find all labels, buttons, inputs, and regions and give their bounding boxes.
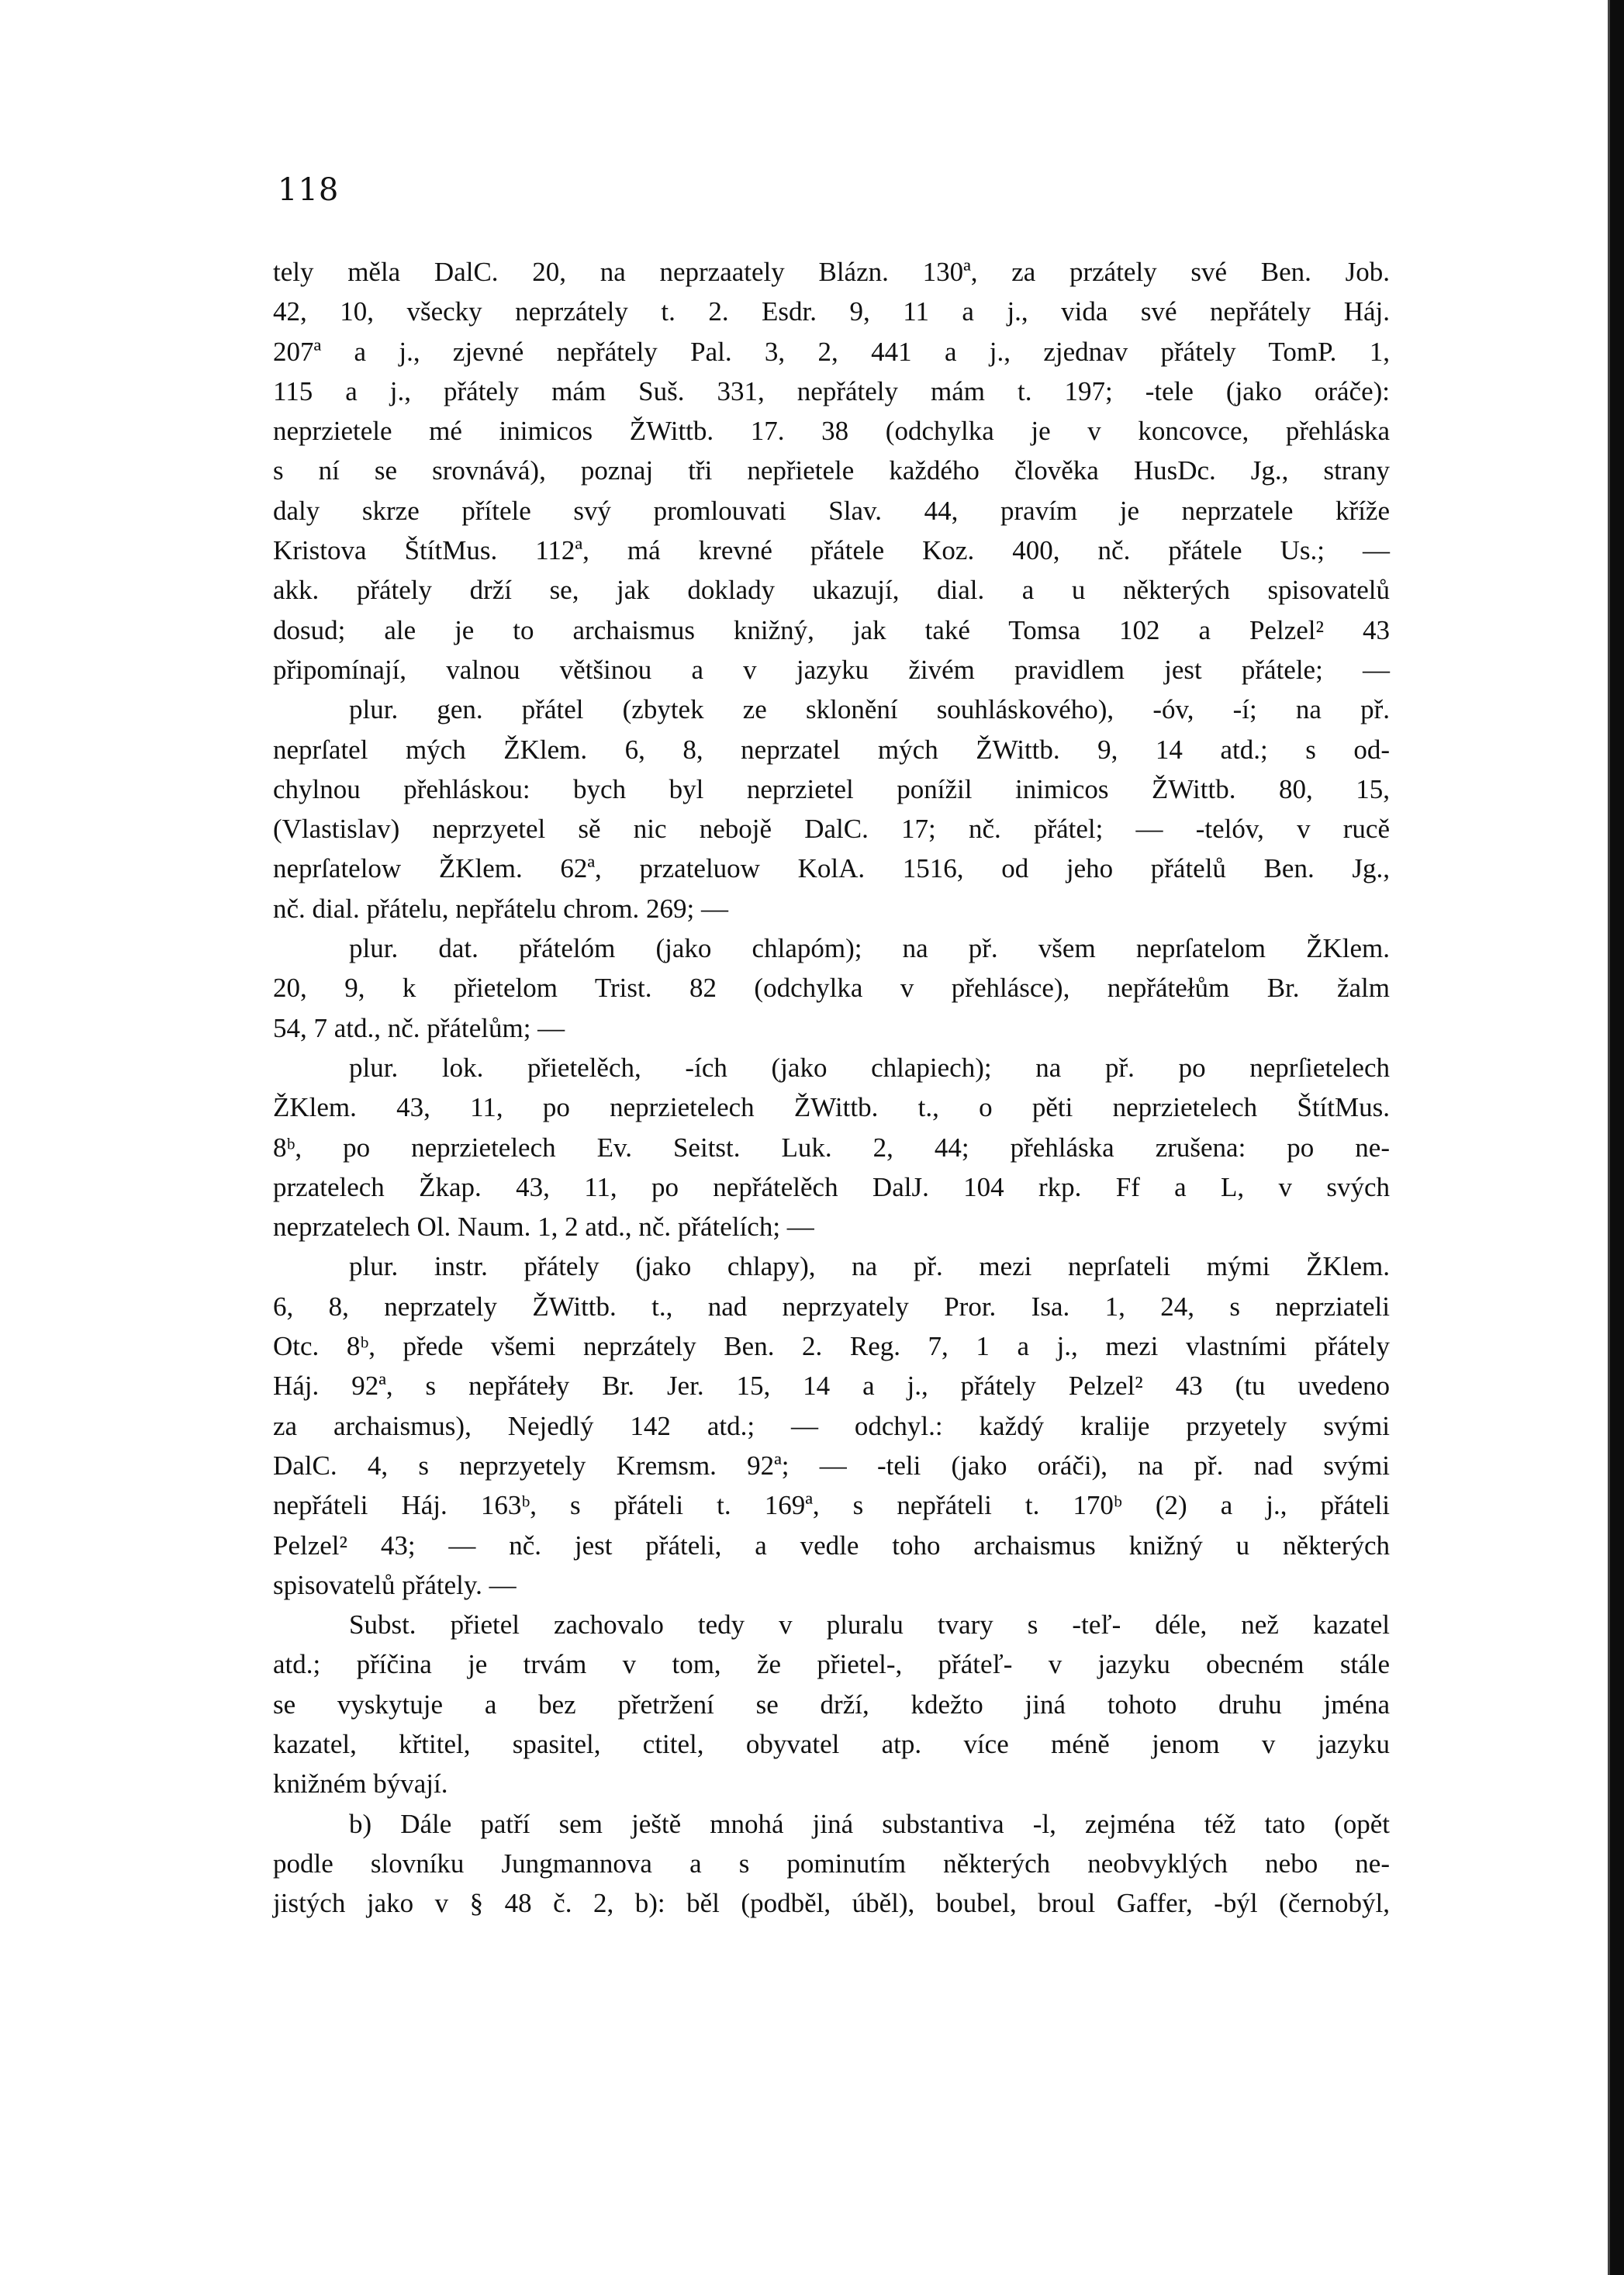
body-text	[273, 252, 1390, 1923]
text-line: 54, 7 atd., nč. přátelům; —	[273, 1012, 565, 1043]
text-line: 207ª a j., zjevné nepřátely Pal. 3, 2, 441 a j., zjednav přátely TomP. 1,	[273, 336, 1390, 367]
text-line: plur. instr. přátely (jako chlapy), na př. mezi neprſateli mými ŽKlem.	[349, 1251, 1390, 1282]
text-line: neprzatelech Ol. Naum. 1, 2 atd., nč. přátelích; —	[273, 1212, 814, 1243]
text-line: nepřáteli Háj. 163ᵇ, s přáteli t. 169ª, s nepřáteli t. 170ᵇ (2) a j., přáteli	[273, 1490, 1390, 1521]
text-line: se vyskytuje a bez přetržení se drží, kdežto jiná tohoto druhu jména	[273, 1689, 1390, 1720]
text-line: ŽKlem. 43, 11, po neprzietelech ŽWittb. t., o pěti neprzietelech ŠtítMus.	[273, 1092, 1390, 1123]
text-line: spisovatelů přátely. —	[273, 1569, 517, 1600]
text-line: knižném bývají.	[273, 1768, 448, 1800]
text-line: neprſatelow ŽKlem. 62ª, przateluow KolA. 1516, od jeho přátelů Ben. Jg.,	[273, 853, 1390, 884]
text-line: daly skrze přítele svý promlouvati Slav. 44, pravím je neprzatele kříže	[273, 495, 1390, 526]
text-line: za archaismus), Nejedlý 142 atd.; — odchyl.: každý kralije przyetely svými	[273, 1410, 1390, 1441]
text-line: 20, 9, k přietelom Trist. 82 (odchylka v přehlásce), nepřátełům Br. žalm	[273, 973, 1390, 1004]
text-line: neprſatel mých ŽKlem. 6, 8, neprzatel mých ŽWittb. 9, 14 atd.; s od-	[273, 734, 1390, 765]
text-line: plur. gen. přátel (zbytek ze sklonění souhláskového), -óv, -í; na př.	[349, 694, 1390, 725]
text-line: kazatel, křtitel, spasitel, ctitel, obyvatel atp. více méně jenom v jazyku	[273, 1728, 1390, 1759]
text-line: Kristova ŠtítMus. 112ª, má krevné přátele Koz. 400, nč. přátele Us.; —	[273, 535, 1390, 566]
text-line: tely měla DalC. 20, na neprzaately Blázn. 130ª, za przátely své Ben. Job.	[273, 257, 1390, 287]
text-line: DalC. 4, s neprzyetely Kremsm. 92ª; — -teli (jako oráči), na př. nad svými	[273, 1450, 1390, 1481]
text-line: 6, 8, neprzately ŽWittb. t., nad neprzyately Pror. Isa. 1, 24, s neprziateli	[273, 1291, 1390, 1322]
text-line: Háj. 92ª, s nepřátełу Br. Jer. 15, 14 a j., přátely Pelzel² 43 (tu uvedeno	[273, 1371, 1390, 1402]
text-line: s ní se srovnává), poznaj tři nepřietele každého člověka HusDc. Jg., strany	[273, 455, 1390, 486]
text-line: připomínají, valnou většinou a v jazyku živém pravidlem jest přátele; —	[273, 654, 1390, 685]
text-line: Pelzel² 43; — nč. jest přáteli, a vedle toho archaismus knižný u některých	[273, 1530, 1390, 1561]
scan-edge	[1610, 0, 1624, 2275]
text-line: podle slovníku Jungmannova a s pominutím některých neobvyklých nebo ne-	[273, 1848, 1390, 1879]
text-line: plur. dat. přátelóm (jako chlapóm); na př. všem neprſatelom ŽKlem.	[349, 933, 1390, 964]
page-number: 118	[278, 172, 340, 208]
text-line: jistých jako v § 48 č. 2, b): běl (podběl, úběl), boubel, broul Gaffer, -býl (černobýl,	[273, 1888, 1390, 1919]
text-line: neprzietele mé inimicos ŽWittb. 17. 38 (odchylka je v koncovce, přehláska	[273, 416, 1390, 447]
text-line: Otc. 8ᵇ, přede všemi neprzátely Ben. 2. Reg. 7, 1 a j., mezi vlastními přátely	[273, 1331, 1390, 1362]
text-line: (Vlastislav) neprzyetel sě nic nebojě DalC. 17; nč. přátel; — -telóv, v rucě	[273, 814, 1390, 845]
text-line: chylnou přehláskou: bych byl neprzietel ponížil inimicos ŽWittb. 80, 15,	[273, 773, 1390, 804]
text-line: akk. přátely drží se, jak doklady ukazují, dial. a u některých spisovatelů	[273, 575, 1390, 606]
text-line: 8ᵇ, po neprzietelech Ev. Seitst. Luk. 2, 44; přehláska zrušena: po ne-	[273, 1132, 1390, 1163]
text-line: Subst. přietel zachovalo tedy v pluralu tvary s -teľ- déle, než kazatel	[349, 1609, 1390, 1641]
text-line: 42, 10, všecky neprzátely t. 2. Esdr. 9, 11 a j., vida své nepřátely Háj.	[273, 296, 1390, 327]
text-line: atd.; příčina je trvám v tom, že přietel-, přáteľ- v jazyku obecném stále	[273, 1649, 1390, 1680]
text-line: dosud; ale je to archaismus knižný, jak také Tomsa 102 a Pelzel² 43	[273, 614, 1390, 645]
text-line: plur. lok. přietelěch, -ích (jako chlapiech); na př. po neprſietelech	[349, 1052, 1390, 1083]
text-line: 115 a j., přátely mám Suš. 331, nepřátely mám t. 197; -tele (jako oráče):	[273, 375, 1390, 406]
text-line: b) Dále patří sem ještě mnohá jiná substantiva -l, zejména též tato (opět	[349, 1808, 1390, 1839]
text-line: nč. dial. přátelu, nepřátelu chrom. 269; —	[273, 893, 729, 924]
text-line: przatelech Žkap. 43, 11, po nepřátelěch DalJ. 104 rkp. Ff a L, v svých	[273, 1171, 1390, 1202]
